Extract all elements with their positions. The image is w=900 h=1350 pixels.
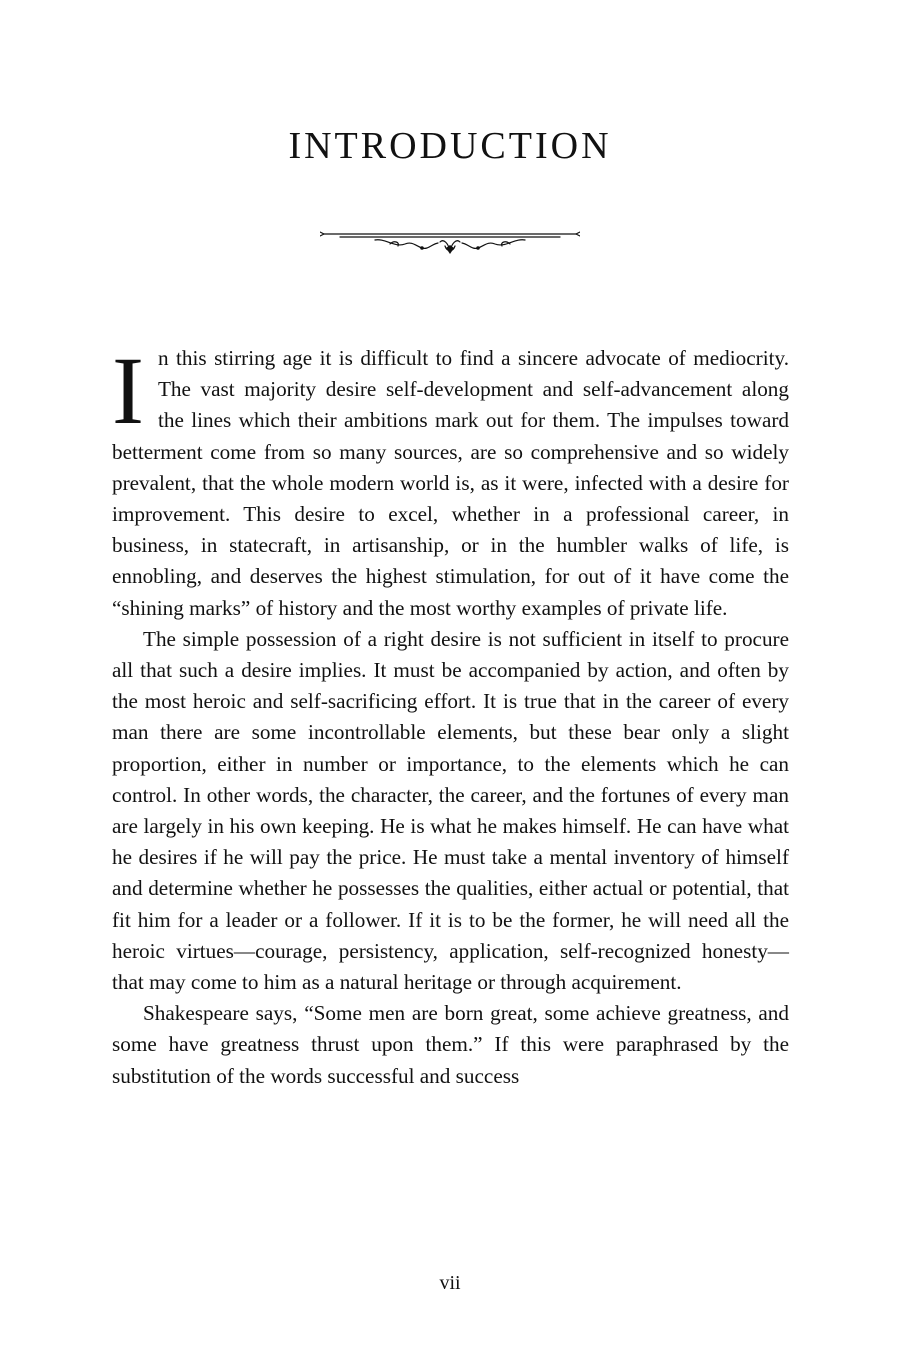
page-title: INTRODUCTION — [288, 125, 612, 167]
body-text — [112, 337, 789, 1092]
paragraph-2: The simple possession of a right desire is not sufficient in itself to procure all that such a desire implies. It must be accompanied by action, and often by the most heroic and self-sacrificing effort. It is true that in the career of every man there are some incontrollable elements, but these bear only a slight proportion, either in number or importance, to the elements which he can control. In other words, the character, the career, and the fortunes of every man are largely in his own keeping. He is what he makes himself. He can have what he desires if he will pay the price. He must take a mental inventory of himself and determine whether he possesses the qualities, either actual or potential, that fit him for a leader or a follower. If it is to be the former, he will need all the heroic virtues—courage, persistency, application, self-recognized honesty—that may come to him as a natural heritage or through acquirement. — [112, 626, 789, 995]
paragraph-3: Shakespeare says, “Some men are born great, some achieve greatness, and some have greatness thrust upon them.” If this were paraphrased by the substitution of the words successful and success — [112, 1001, 789, 1088]
page-number: vii — [439, 1272, 461, 1294]
paragraph-1 — [112, 337, 789, 624]
drop-cap: I — [112, 337, 144, 444]
flourish-ornament-icon — [320, 224, 580, 258]
paragraph-1-text: n this stirring age it is difficult to find a sincere advocate of mediocrity. The vast majority desire self-development and self-advancement along the lines which their ambitions mark out for them. The impulses toward betterment come from so many sources, are so comprehensive and so widely prevalent, that the whole modern world is, as it were, infected with a desire for improvement. This desire to excel, whether in a professional career, in business, in statecraft, in artisanship, or in the humbler walks of life, is ennobling, and deserves the highest stimulation, for out of it have come the “shining marks” of history and the most worthy examples of private life. — [112, 346, 789, 620]
